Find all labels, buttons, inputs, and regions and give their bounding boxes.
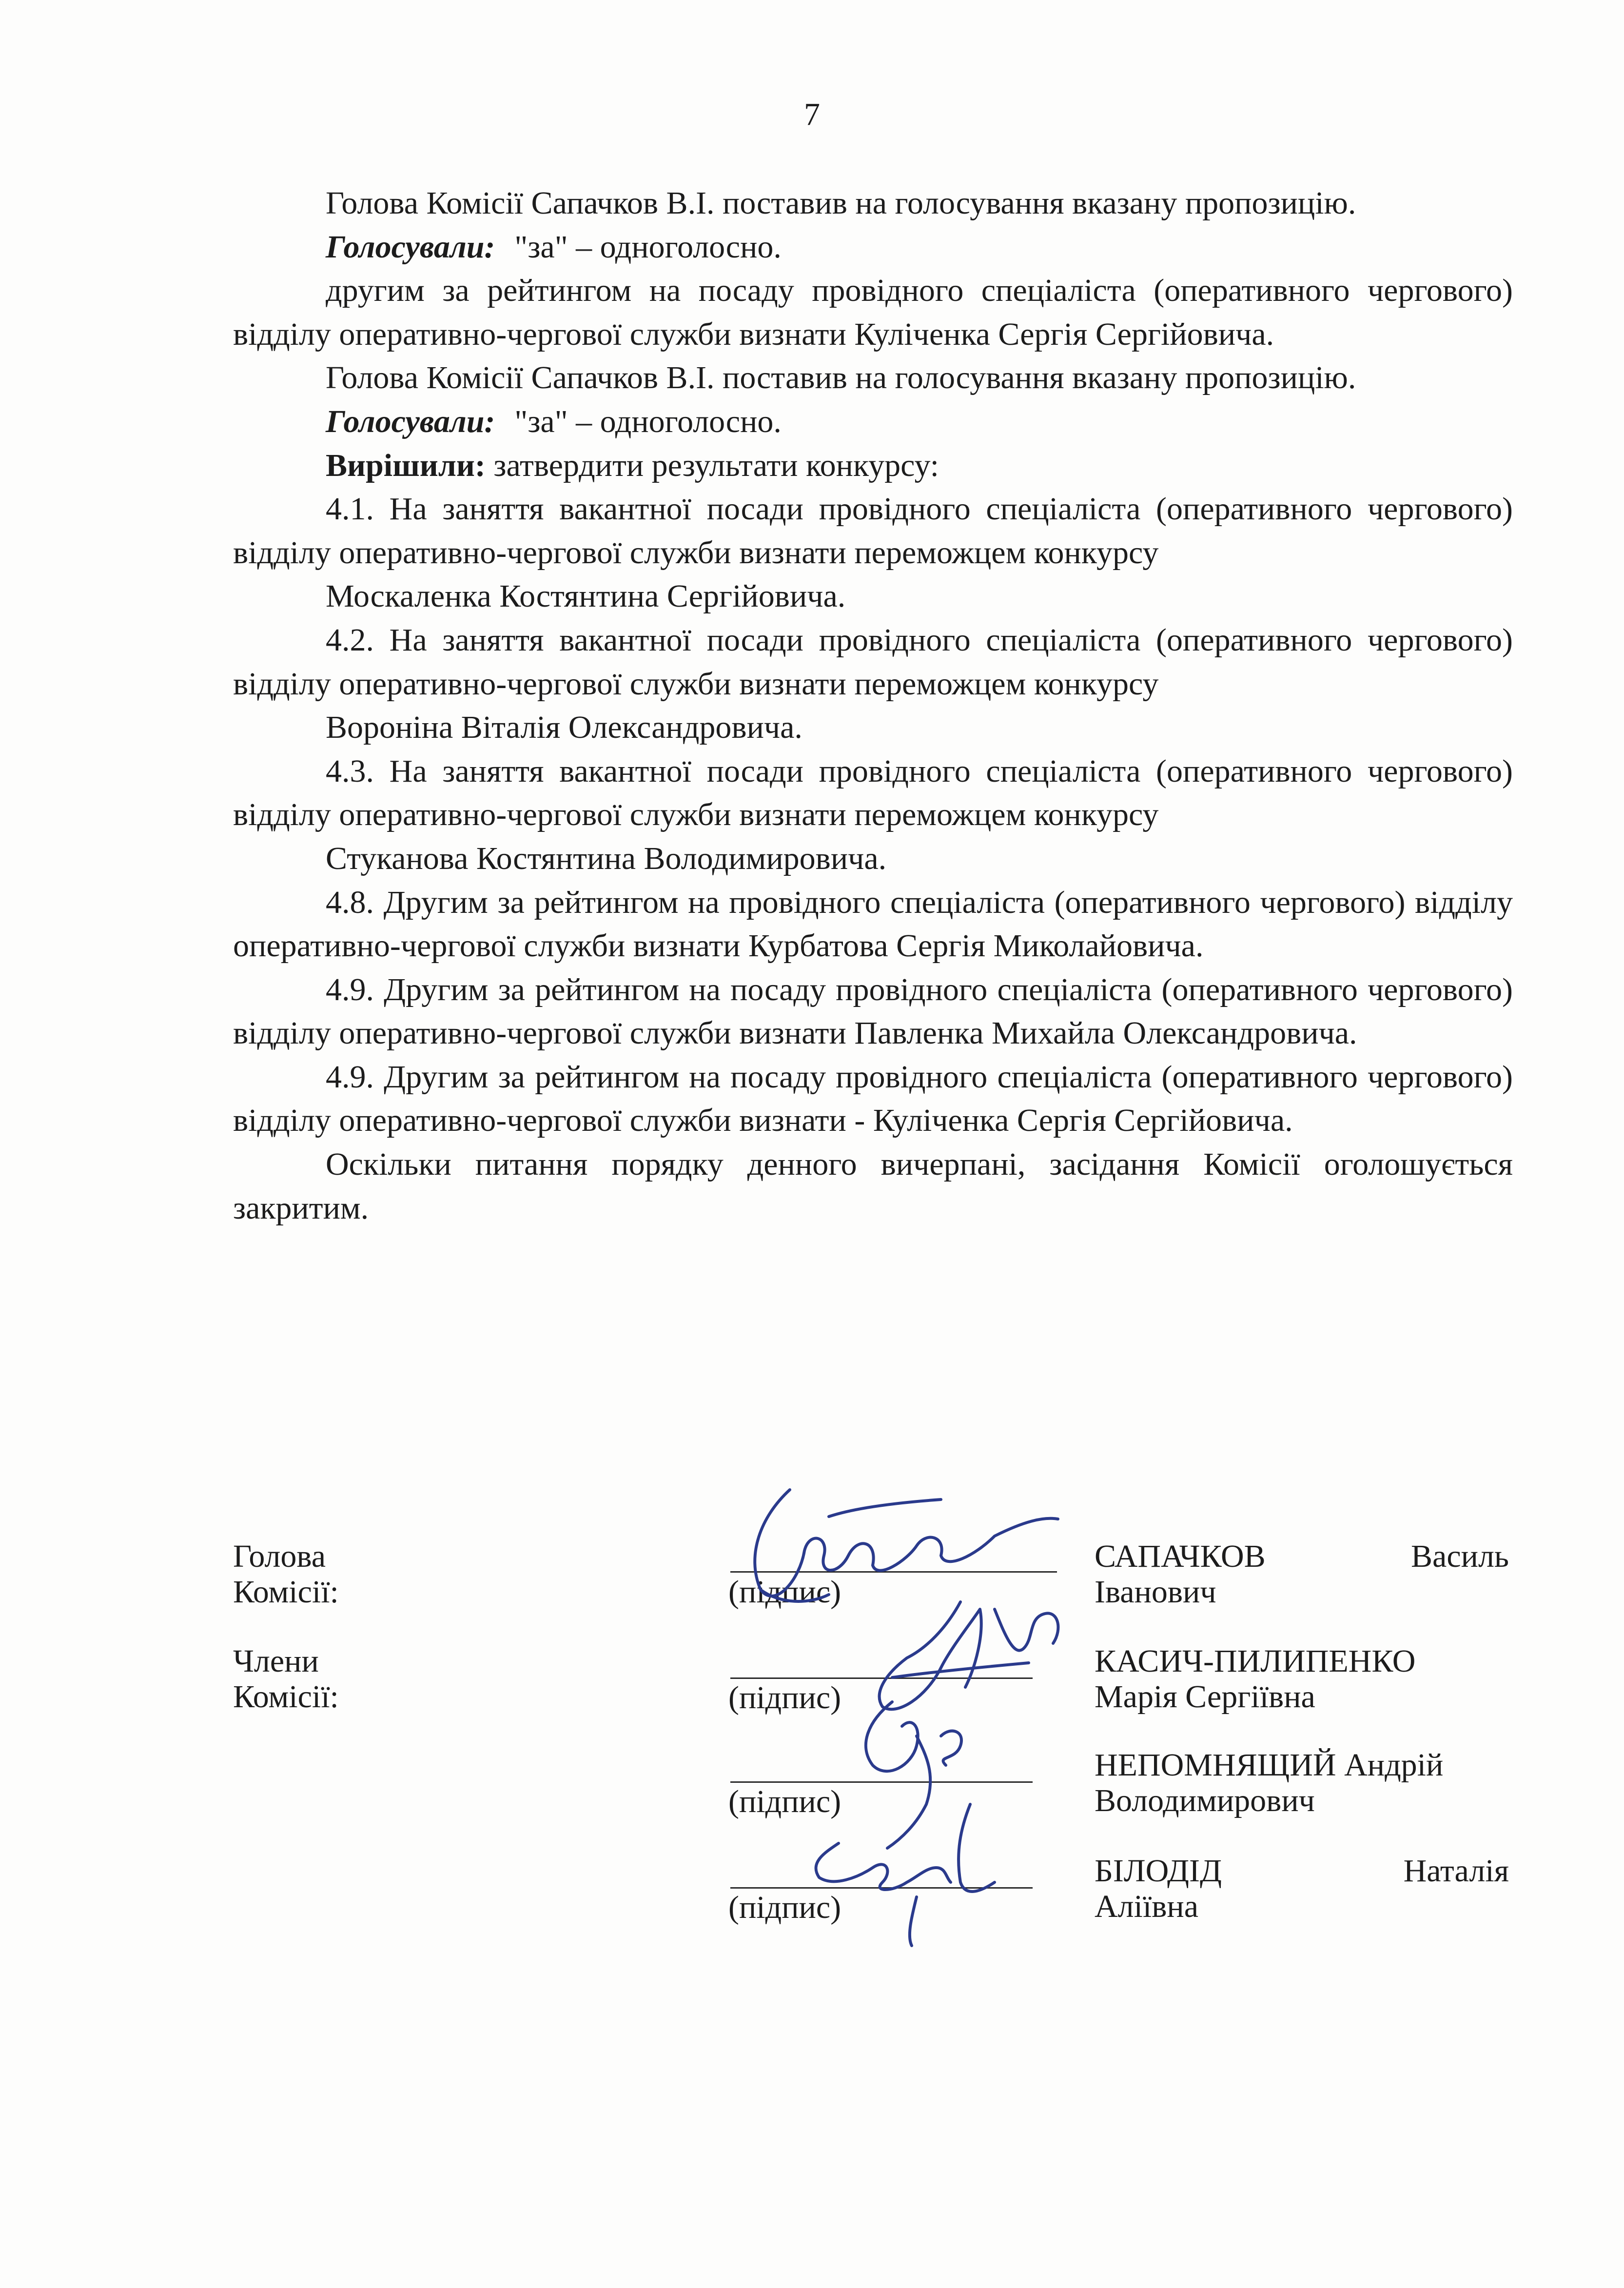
member1-first-patronymic: Марія Сергіївна [1095, 1679, 1315, 1715]
signature-caption: (підпис) [728, 1784, 841, 1819]
decided-label: Вирішили: [326, 447, 486, 483]
paragraph-closing: Оскільки питання порядку денного вичерпані, засідання Комісії оголошується закритим. [233, 1146, 1513, 1226]
signature-caption: (підпис) [728, 1680, 841, 1716]
member3-first-name: Наталія [1403, 1853, 1509, 1889]
vote-label: Голосували: [326, 403, 495, 439]
winner-name-4-3: Стуканова Костянтина Володимировича. [326, 840, 887, 876]
member2-signature [866, 1702, 961, 1848]
members-label-1: Члени [233, 1643, 319, 1679]
paragraph-4-2: 4.2. На заняття вакантної посади провідного спеціаліста (оперативного чергового) відділу оперативно-чергової служби визнати переможцем конкурсу [233, 622, 1513, 702]
members-label-2: Комісії: [233, 1679, 339, 1715]
page-number: 7 [804, 97, 820, 132]
member2-surname-first: НЕПОМНЯЩИЙ Андрій [1095, 1747, 1444, 1783]
chair-signature [755, 1490, 1058, 1596]
member2-patronymic: Володимирович [1095, 1783, 1315, 1818]
chair-first-name: Василь [1411, 1538, 1509, 1574]
paragraph-4-9a: 4.9. Другим за рейтингом на посаду провідного спеціаліста (оперативного чергового) відділу оперативно-чергової служби визнати Павленка Михайла Олександровича. [233, 971, 1513, 1051]
member3-surname: БІЛОДІД [1095, 1853, 1222, 1889]
winner-name-4-1: Москаленка Костянтина Сергійовича. [326, 578, 846, 614]
chair-surname: САПАЧКОВ [1095, 1538, 1266, 1574]
member1-signature [880, 1602, 1058, 1709]
decided-text: затвердити результати конкурсу: [493, 447, 939, 483]
vote-label: Голосували: [326, 229, 495, 265]
winner-name-4-2: Вороніна Віталія Олександровича. [326, 710, 802, 746]
signature-caption: (підпис) [728, 1890, 841, 1925]
paragraph-second-ranked: другим за рейтингом на посаду провідного спеціаліста (оперативного чергового) відділу оперативно-чергової служби визнати Куліченка Сергія Сергійовича. [233, 273, 1513, 352]
paragraph-chair-vote-1: Голова Комісії Сапачков В.І. поставив на голосування вказану пропозицію. [326, 185, 1356, 221]
paragraph-4-3: 4.3. На заняття вакантної посади провідного спеціаліста (оперативного чергового) відділу оперативно-чергової служби визнати переможцем конкурсу [233, 753, 1513, 833]
member3-patronymic: Аліївна [1095, 1889, 1199, 1924]
chair-label-1: Голова [233, 1538, 326, 1574]
member1-surname: КАСИЧ-ПИЛИПЕНКО [1095, 1643, 1416, 1679]
member3-signature [816, 1804, 995, 1946]
vote-value: "за" – одноголосно. [514, 403, 782, 439]
chair-patronymic: Іванович [1095, 1574, 1216, 1610]
paragraph-4-8: 4.8. Другим за рейтингом на провідного спеціаліста (оперативного чергового) відділу оперативно-чергової служби визнати Курбатова Сергія Миколайовича. [233, 884, 1513, 964]
paragraph-4-9b: 4.9. Другим за рейтингом на посаду провідного спеціаліста (оперативного чергового) відділу оперативно-чергової служби визнати - Куліченка Сергія Сергійовича. [233, 1059, 1513, 1139]
paragraph-chair-vote-2: Голова Комісії Сапачков В.І. поставив на голосування вказану пропозицію. [326, 360, 1356, 396]
chair-label-2: Комісії: [233, 1574, 339, 1610]
paragraph-4-1: 4.1. На заняття вакантної посади провідного спеціаліста (оперативного чергового) відділу оперативно-чергової служби визнати переможцем конкурсу [233, 491, 1513, 571]
vote-value: "за" – одноголосно. [514, 229, 782, 265]
signature-caption: (підпис) [728, 1574, 841, 1610]
